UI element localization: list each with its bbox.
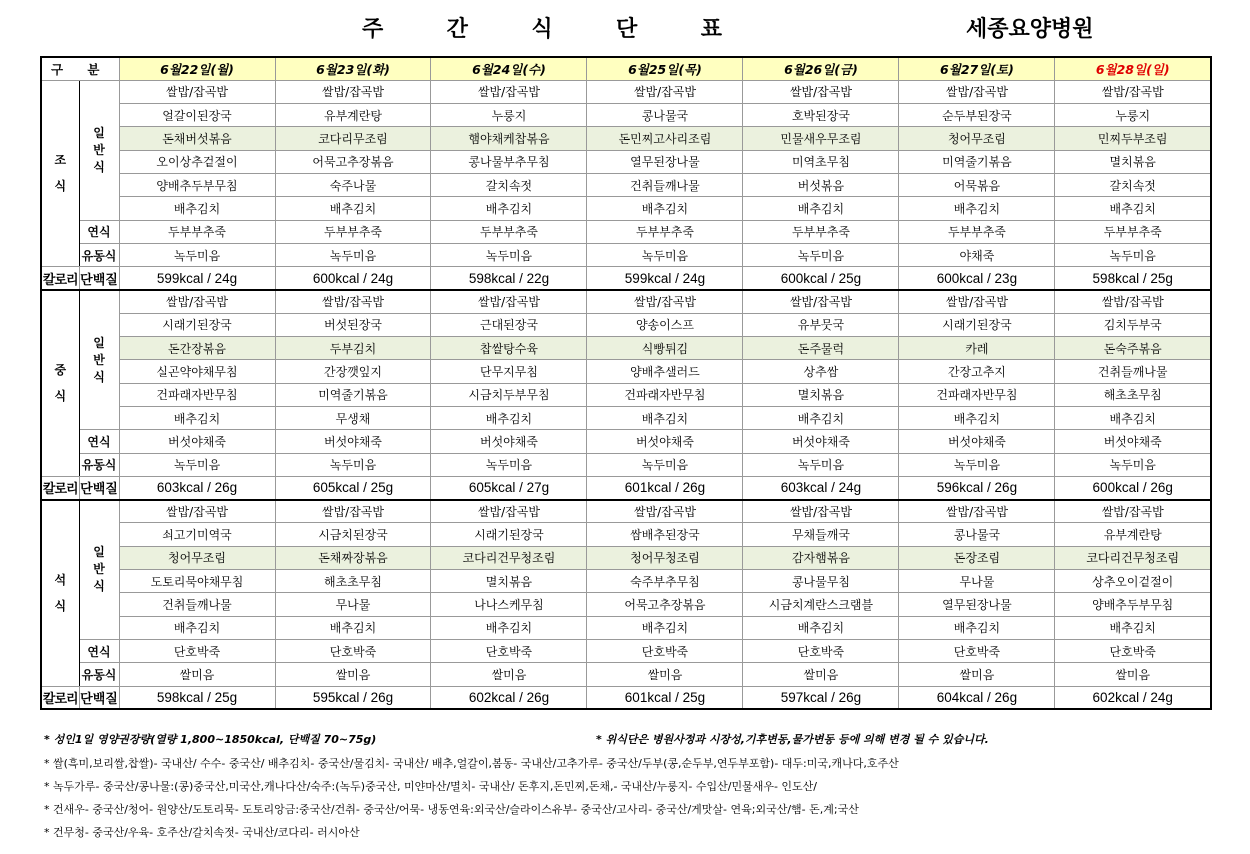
menu-item: 배추김치 xyxy=(1055,616,1211,639)
calorie-value: 601kcal / 25g xyxy=(587,686,743,709)
menu-item: 단호박죽 xyxy=(275,639,431,662)
menu-item: 양배추두부무침 xyxy=(119,173,275,196)
calorie-label: 칼로리 xyxy=(41,686,79,709)
meal-label: 석 식 xyxy=(41,500,79,686)
menu-item: 쌀밥/잡곡밥 xyxy=(1055,500,1211,523)
menu-item: 버섯야채죽 xyxy=(119,430,275,453)
menu-item: 녹두미음 xyxy=(119,243,275,266)
menu-item: 미역줄기볶음 xyxy=(275,383,431,406)
day-header: 6월24일(수) xyxy=(431,57,587,80)
menu-item: 무나물 xyxy=(899,570,1055,593)
calorie-value: 597kcal / 26g xyxy=(743,686,899,709)
menu-row xyxy=(41,80,1211,103)
menu-item: 카레 xyxy=(899,337,1055,360)
calorie-row xyxy=(41,267,1211,290)
menu-item: 버섯볶음 xyxy=(743,173,899,196)
menu-item: 열무된장나물 xyxy=(899,593,1055,616)
menu-item: 녹두미음 xyxy=(431,453,587,476)
menu-item: 콩나물무침 xyxy=(743,570,899,593)
menu-item: 배추김치 xyxy=(587,197,743,220)
menu-item: 배추김치 xyxy=(431,406,587,429)
calorie-value: 598kcal / 25g xyxy=(1055,267,1211,290)
menu-item: 민물새우무조림 xyxy=(743,127,899,150)
menu-row xyxy=(41,173,1211,196)
menu-row xyxy=(41,523,1211,546)
menu-item: 쌀밥/잡곡밥 xyxy=(431,80,587,103)
menu-item: 쌀밥/잡곡밥 xyxy=(743,500,899,523)
menu-item: 쌀밥/잡곡밥 xyxy=(119,80,275,103)
menu-item: 숙주부추무침 xyxy=(587,570,743,593)
menu-item: 식빵튀김 xyxy=(587,337,743,360)
meal-label: 조 식 xyxy=(41,80,79,266)
menu-item: 순두부된장국 xyxy=(899,104,1055,127)
protein-label: 단백질 xyxy=(79,686,119,709)
menu-item: 상추쌈 xyxy=(743,360,899,383)
menu-item: 건파래자반무침 xyxy=(899,383,1055,406)
menu-item: 버섯된장국 xyxy=(275,313,431,336)
calorie-value: 605kcal / 25g xyxy=(275,476,431,499)
hospital-name: 세종요양병원 xyxy=(966,17,1094,42)
menu-item: 쌀밥/잡곡밥 xyxy=(743,80,899,103)
menu-item: 쌀밥/잡곡밥 xyxy=(899,80,1055,103)
menu-item: 나나스케무침 xyxy=(431,593,587,616)
menu-item: 녹두미음 xyxy=(119,453,275,476)
menu-item: 단호박죽 xyxy=(587,639,743,662)
menu-item: 녹두미음 xyxy=(743,453,899,476)
day-header: 6월27일(토) xyxy=(899,57,1055,80)
menu-row xyxy=(41,500,1211,523)
menu-item: 쌀미음 xyxy=(587,663,743,686)
menu-item: 시래기된장국 xyxy=(119,313,275,336)
calorie-row xyxy=(41,686,1211,709)
calorie-value: 600kcal / 25g xyxy=(743,267,899,290)
menu-item: 배추김치 xyxy=(899,616,1055,639)
menu-item: 멸치볶음 xyxy=(431,570,587,593)
menu-item: 건취들깨나물 xyxy=(587,173,743,196)
day-header: 6월26일(금) xyxy=(743,57,899,80)
menu-item: 갈치속젓 xyxy=(1055,173,1211,196)
menu-item: 배추김치 xyxy=(119,197,275,220)
menu-item: 건취들깨나물 xyxy=(1055,360,1211,383)
menu-item: 건파래자반무침 xyxy=(587,383,743,406)
menu-item: 쌀미음 xyxy=(119,663,275,686)
menu-item: 버섯야채죽 xyxy=(1055,430,1211,453)
soft-diet-row xyxy=(41,430,1211,453)
calorie-value: 598kcal / 25g xyxy=(119,686,275,709)
menu-item: 쌀밥/잡곡밥 xyxy=(899,500,1055,523)
menu-item: 버섯야채죽 xyxy=(899,430,1055,453)
menu-item: 감자햄볶음 xyxy=(743,546,899,569)
menu-item: 버섯야채죽 xyxy=(431,430,587,453)
menu-item: 코다리건무청조림 xyxy=(431,546,587,569)
menu-item: 도토리묵야채무침 xyxy=(119,570,275,593)
menu-item: 쌀미음 xyxy=(275,663,431,686)
menu-item: 열무된장나물 xyxy=(587,150,743,173)
menu-item: 녹두미음 xyxy=(587,243,743,266)
menu-item: 두부김치 xyxy=(275,337,431,360)
menu-item: 녹두미음 xyxy=(1055,453,1211,476)
menu-item: 양배추두부무침 xyxy=(1055,593,1211,616)
menu-item: 돈채짜장볶음 xyxy=(275,546,431,569)
menu-item: 배추김치 xyxy=(743,406,899,429)
menu-item: 단무지무침 xyxy=(431,360,587,383)
menu-item: 단호박죽 xyxy=(431,639,587,662)
menu-item: 쌀밥/잡곡밥 xyxy=(119,500,275,523)
menu-item: 두부부추죽 xyxy=(119,220,275,243)
menu-item: 쌀밥/잡곡밥 xyxy=(1055,290,1211,313)
menu-item: 쌀밥/잡곡밥 xyxy=(431,500,587,523)
title-char: 주 xyxy=(362,17,384,42)
menu-row xyxy=(41,570,1211,593)
menu-item: 배추김치 xyxy=(275,616,431,639)
liquid-diet-row xyxy=(41,243,1211,266)
menu-item: 쌀미음 xyxy=(743,663,899,686)
menu-item: 두부부추죽 xyxy=(899,220,1055,243)
header-row xyxy=(41,57,1211,80)
title-char: 간 xyxy=(446,17,468,42)
note-origin-1: * 쌀(흑미,보리쌀,찹쌀)- 국내산/ 수수- 중국산/ 배추김치- 중국산/물김치- 국내산/ 배추,얼갈이,봄동- 국내산/고추가루- 중국산/두부(콩,순두부,연두부포함)- 대두:미국,캐나다,호주산 xyxy=(44,757,899,770)
calorie-value: 600kcal / 26g xyxy=(1055,476,1211,499)
menu-item: 두부부추죽 xyxy=(1055,220,1211,243)
menu-item: 야채죽 xyxy=(899,243,1055,266)
page-title xyxy=(362,12,722,43)
menu-item: 버섯야채죽 xyxy=(275,430,431,453)
menu-item: 녹두미음 xyxy=(275,243,431,266)
calorie-value: 605kcal / 27g xyxy=(431,476,587,499)
menu-item: 두부부추죽 xyxy=(743,220,899,243)
menu-item: 간장고추지 xyxy=(899,360,1055,383)
menu-item: 녹두미음 xyxy=(1055,243,1211,266)
menu-item: 배추김치 xyxy=(275,197,431,220)
calorie-value: 600kcal / 23g xyxy=(899,267,1055,290)
menu-item: 돈장조림 xyxy=(899,546,1055,569)
menu-item: 시래기된장국 xyxy=(431,523,587,546)
menu-item: 배추김치 xyxy=(1055,406,1211,429)
menu-item: 쌀밥/잡곡밥 xyxy=(899,290,1055,313)
liquid-diet-label: 유동식 xyxy=(79,663,119,686)
menu-item: 녹두미음 xyxy=(275,453,431,476)
note-recommend: * 성인1일 영양권장량(열량 1,800~1850kcal, 단백질 70~75g) xyxy=(44,733,377,746)
menu-item: 무생채 xyxy=(275,406,431,429)
menu-item: 숙주나물 xyxy=(275,173,431,196)
calorie-value: 596kcal / 26g xyxy=(899,476,1055,499)
menu-item: 호박된장국 xyxy=(743,104,899,127)
menu-item: 두부부추죽 xyxy=(431,220,587,243)
menu-item: 배추김치 xyxy=(119,406,275,429)
soft-diet-label: 연식 xyxy=(79,430,119,453)
menu-item: 쌈배추된장국 xyxy=(587,523,743,546)
menu-item: 버섯야채죽 xyxy=(587,430,743,453)
menu-item: 시금치두부무침 xyxy=(431,383,587,406)
menu-item: 쌀밥/잡곡밥 xyxy=(275,500,431,523)
menu-item: 돈간장볶음 xyxy=(119,337,275,360)
menu-item: 쌀밥/잡곡밥 xyxy=(587,290,743,313)
calorie-value: 604kcal / 26g xyxy=(899,686,1055,709)
menu-item: 쌀미음 xyxy=(431,663,587,686)
menu-item: 간장깻잎지 xyxy=(275,360,431,383)
calorie-label: 칼로리 xyxy=(41,267,79,290)
day-header: 6월28일(일) xyxy=(1055,57,1211,80)
menu-item: 콩나물부추무침 xyxy=(431,150,587,173)
menu-item: 쌀밥/잡곡밥 xyxy=(275,80,431,103)
day-header: 6월23일(화) xyxy=(275,57,431,80)
menu-item: 배추김치 xyxy=(587,616,743,639)
menu-item: 녹두미음 xyxy=(431,243,587,266)
note-change: * 위식단은 병원사정과 시장성,기후변동,물가변동 등에 의해 변경 될 수 있습니다. xyxy=(596,733,989,746)
menu-item: 쌀미음 xyxy=(899,663,1055,686)
menu-row xyxy=(41,150,1211,173)
menu-item: 찹쌀탕수육 xyxy=(431,337,587,360)
menu-item: 미역줄기볶음 xyxy=(899,150,1055,173)
menu-item: 미역초무침 xyxy=(743,150,899,173)
menu-item: 콩나물국 xyxy=(587,104,743,127)
menu-item: 두부부추죽 xyxy=(275,220,431,243)
menu-item: 배추김치 xyxy=(899,406,1055,429)
note-origin-4: * 건무청- 중국산/우육- 호주산/갈치속젓- 국내산/코다리- 러시아산 xyxy=(44,826,360,839)
menu-item: 돈숙주볶음 xyxy=(1055,337,1211,360)
protein-label: 단백질 xyxy=(79,476,119,499)
weekly-menu-table xyxy=(40,56,1212,710)
calorie-value: 600kcal / 24g xyxy=(275,267,431,290)
menu-row xyxy=(41,616,1211,639)
menu-item: 쌀밥/잡곡밥 xyxy=(1055,80,1211,103)
menu-item: 양송이스프 xyxy=(587,313,743,336)
general-diet-label: 일 반 식 xyxy=(79,290,119,430)
calorie-value: 599kcal / 24g xyxy=(119,267,275,290)
menu-item: 양배추샐러드 xyxy=(587,360,743,383)
menu-item: 시금치된장국 xyxy=(275,523,431,546)
menu-item: 해초초무침 xyxy=(1055,383,1211,406)
menu-item: 쌀밥/잡곡밥 xyxy=(275,290,431,313)
menu-item: 누룽지 xyxy=(431,104,587,127)
title-char: 표 xyxy=(700,17,722,42)
menu-item: 배추김치 xyxy=(431,197,587,220)
menu-item: 건취들깨나물 xyxy=(119,593,275,616)
menu-item: 쇠고기미역국 xyxy=(119,523,275,546)
menu-item: 단호박죽 xyxy=(899,639,1055,662)
liquid-diet-label: 유동식 xyxy=(79,453,119,476)
menu-item: 멸치볶음 xyxy=(743,383,899,406)
menu-item: 돈채버섯볶음 xyxy=(119,127,275,150)
day-header: 6월22일(월) xyxy=(119,57,275,80)
menu-row xyxy=(41,127,1211,150)
note-origin-3: * 건새우- 중국산/청어- 원양산/도토리묵- 도토리앙금:중국산/건취- 중국산/어묵- 냉동연육:외국산/슬라이스유부- 중국산/고사리- 중국산/게맛살- 연육;외국산/햄- 돈,계;국산 xyxy=(44,803,859,816)
menu-item: 코다리건무청조림 xyxy=(1055,546,1211,569)
general-diet-label: 일 반 식 xyxy=(79,80,119,220)
calorie-value: 601kcal / 26g xyxy=(587,476,743,499)
menu-item: 쌀밥/잡곡밥 xyxy=(587,80,743,103)
soft-diet-label: 연식 xyxy=(79,639,119,662)
menu-item: 근대된장국 xyxy=(431,313,587,336)
menu-item: 쌀미음 xyxy=(1055,663,1211,686)
menu-item: 무채들깨국 xyxy=(743,523,899,546)
menu-item: 시금치계란스크램블 xyxy=(743,593,899,616)
calorie-row xyxy=(41,476,1211,499)
menu-item: 유부계란탕 xyxy=(275,104,431,127)
calorie-value: 598kcal / 22g xyxy=(431,267,587,290)
menu-item: 갈치속젓 xyxy=(431,173,587,196)
menu-item: 배추김치 xyxy=(743,616,899,639)
menu-item: 실곤약야채무침 xyxy=(119,360,275,383)
gubun-label: 구 분 xyxy=(41,57,119,80)
calorie-value: 602kcal / 24g xyxy=(1055,686,1211,709)
soft-diet-row xyxy=(41,639,1211,662)
menu-item: 해초초무침 xyxy=(275,570,431,593)
menu-item: 배추김치 xyxy=(431,616,587,639)
menu-item: 햄야채케찹볶음 xyxy=(431,127,587,150)
soft-diet-row xyxy=(41,220,1211,243)
menu-row xyxy=(41,593,1211,616)
menu-row xyxy=(41,290,1211,313)
calorie-value: 595kcal / 26g xyxy=(275,686,431,709)
menu-item: 버섯야채죽 xyxy=(743,430,899,453)
general-diet-label: 일 반 식 xyxy=(79,500,119,640)
menu-row xyxy=(41,406,1211,429)
menu-row xyxy=(41,104,1211,127)
menu-item: 유부뭇국 xyxy=(743,313,899,336)
menu-item: 어묵볶음 xyxy=(899,173,1055,196)
menu-item: 쌀밥/잡곡밥 xyxy=(431,290,587,313)
calorie-value: 603kcal / 24g xyxy=(743,476,899,499)
menu-item: 쌀밥/잡곡밥 xyxy=(743,290,899,313)
note-origin-2: * 녹두가루- 중국산/콩나물:(콩)중국산,미국산,캐나다산/숙주:(녹두)중국산, 미얀마산/멸치- 국내산/ 돈후지,돈민찌,돈채,- 국내산/누룽지- 수입산/민물새우- 인도산/ xyxy=(44,780,817,793)
menu-item: 배추김치 xyxy=(899,197,1055,220)
menu-item: 어묵고추장볶음 xyxy=(275,150,431,173)
menu-item: 어묵고추장볶음 xyxy=(587,593,743,616)
menu-item: 무나물 xyxy=(275,593,431,616)
menu-item: 두부부추죽 xyxy=(587,220,743,243)
menu-item: 쌀밥/잡곡밥 xyxy=(119,290,275,313)
soft-diet-label: 연식 xyxy=(79,220,119,243)
menu-item: 상추오이겉절이 xyxy=(1055,570,1211,593)
menu-row xyxy=(41,197,1211,220)
menu-item: 유부계란탕 xyxy=(1055,523,1211,546)
menu-row xyxy=(41,383,1211,406)
liquid-diet-row xyxy=(41,453,1211,476)
menu-item: 청어무조림 xyxy=(899,127,1055,150)
menu-item: 김치두부국 xyxy=(1055,313,1211,336)
menu-item: 배추김치 xyxy=(119,616,275,639)
menu-item: 시래기된장국 xyxy=(899,313,1055,336)
menu-item: 콩나물국 xyxy=(899,523,1055,546)
menu-row xyxy=(41,360,1211,383)
menu-item: 오이상추겉절이 xyxy=(119,150,275,173)
menu-item: 단호박죽 xyxy=(119,639,275,662)
menu-item: 돈주물럭 xyxy=(743,337,899,360)
menu-item: 멸치볶음 xyxy=(1055,150,1211,173)
menu-item: 녹두미음 xyxy=(743,243,899,266)
day-header: 6월25일(목) xyxy=(587,57,743,80)
calorie-value: 602kcal / 26g xyxy=(431,686,587,709)
menu-item: 녹두미음 xyxy=(587,453,743,476)
menu-row xyxy=(41,546,1211,569)
menu-item: 단호박죽 xyxy=(1055,639,1211,662)
menu-item: 얼갈이된장국 xyxy=(119,104,275,127)
menu-item: 누룽지 xyxy=(1055,104,1211,127)
menu-item: 건파래자반무침 xyxy=(119,383,275,406)
menu-item: 단호박죽 xyxy=(743,639,899,662)
meal-label: 중 식 xyxy=(41,290,79,476)
menu-item: 민찌두부조림 xyxy=(1055,127,1211,150)
menu-item: 쌀밥/잡곡밥 xyxy=(587,500,743,523)
protein-label: 단백질 xyxy=(79,267,119,290)
menu-item: 돈민찌고사리조림 xyxy=(587,127,743,150)
menu-row xyxy=(41,337,1211,360)
menu-item: 배추김치 xyxy=(743,197,899,220)
title-char: 단 xyxy=(616,17,638,42)
menu-item: 배추김치 xyxy=(1055,197,1211,220)
menu-row xyxy=(41,313,1211,336)
menu-item: 청어무청조림 xyxy=(587,546,743,569)
menu-item: 청어무조림 xyxy=(119,546,275,569)
calorie-label: 칼로리 xyxy=(41,476,79,499)
calorie-value: 599kcal / 24g xyxy=(587,267,743,290)
liquid-diet-row xyxy=(41,663,1211,686)
menu-item: 코다리무조림 xyxy=(275,127,431,150)
menu-item: 배추김치 xyxy=(587,406,743,429)
calorie-value: 603kcal / 26g xyxy=(119,476,275,499)
menu-item: 녹두미음 xyxy=(899,453,1055,476)
liquid-diet-label: 유동식 xyxy=(79,243,119,266)
title-char: 식 xyxy=(531,17,553,42)
